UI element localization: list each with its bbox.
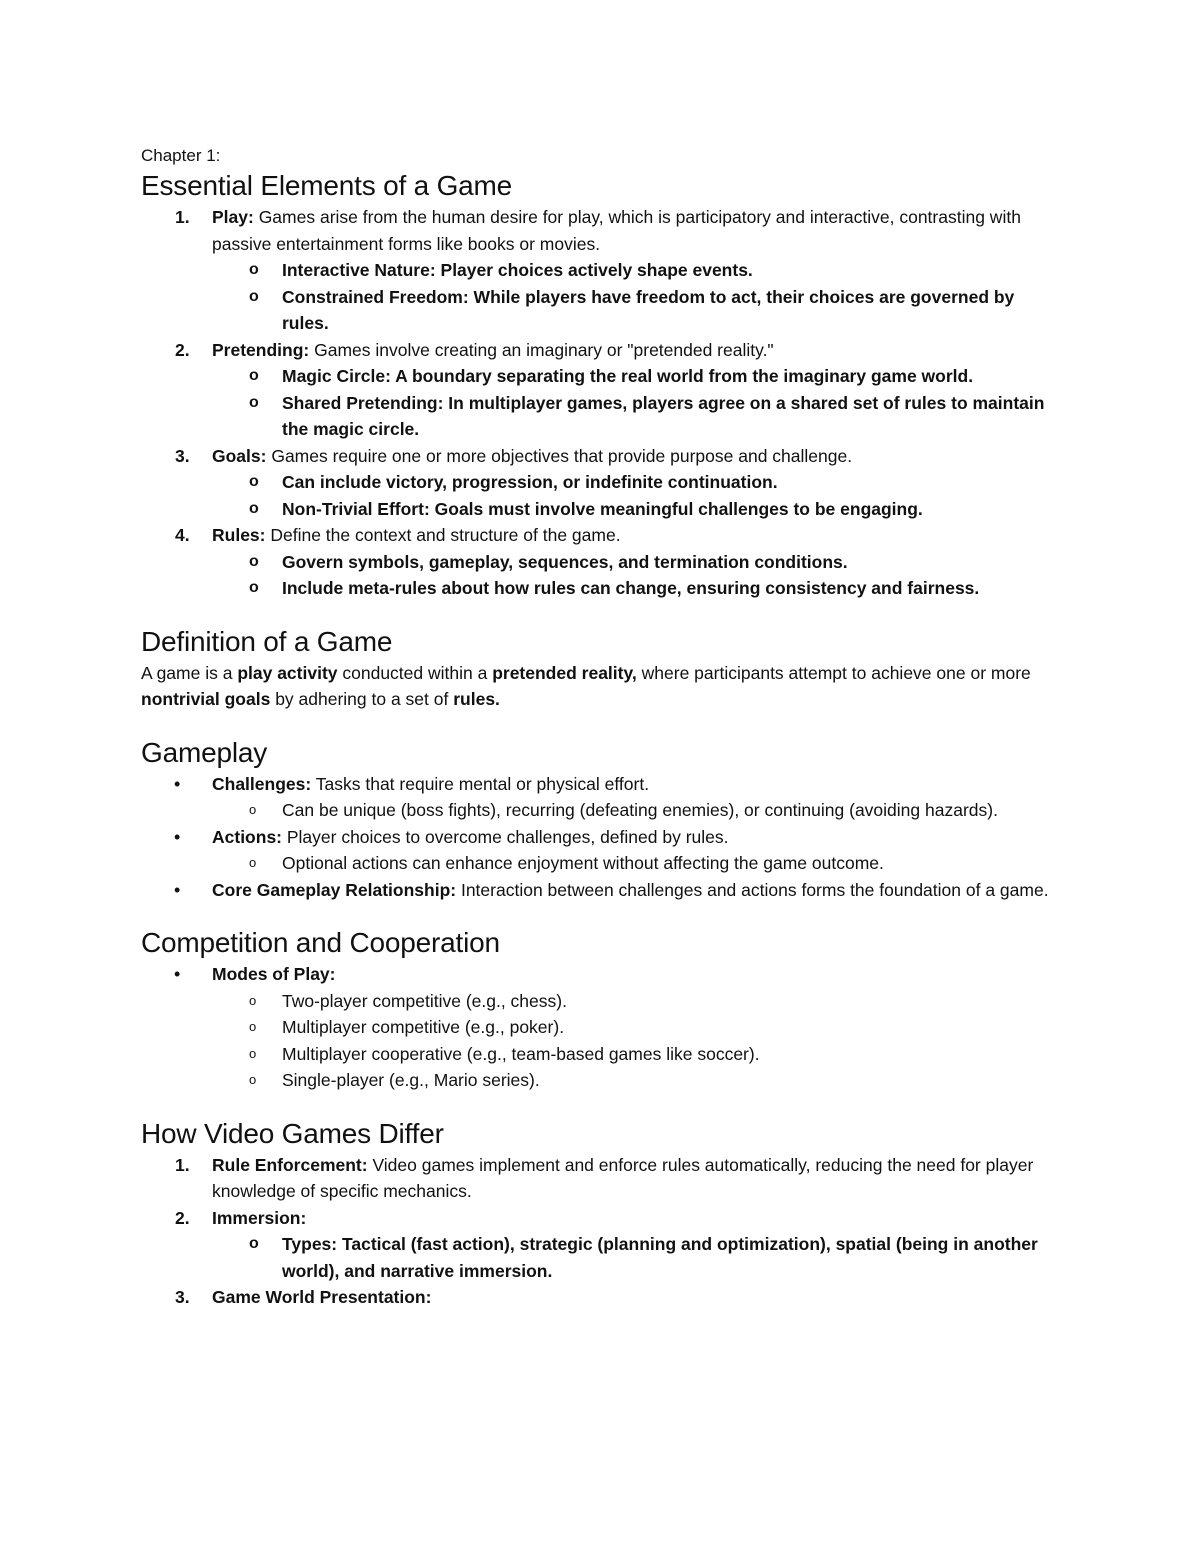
sub-item <box>141 850 1061 877</box>
list-item-modes <box>141 961 1061 1094</box>
item-text: Games arise from the human desire for play, which is participatory and interactive, contrasting with passive entertainment forms like books or movies. <box>212 207 1021 254</box>
list-item-actions <box>141 824 1061 877</box>
sub-item-text: Magic Circle: A boundary separating the real world from the imaginary game world. <box>282 366 974 386</box>
circle-bullet-icon: o <box>249 579 259 596</box>
list-item-challenges <box>141 771 1061 824</box>
sub-item-text: Optional actions can enhance enjoyment without affecting the game outcome. <box>282 853 884 873</box>
sub-item <box>141 575 1061 602</box>
sub-item <box>141 1067 1061 1094</box>
heading-essential-elements: Essential Elements of a Game <box>141 170 513 201</box>
term: Modes of Play: <box>212 964 336 984</box>
sub-item-text: Include meta-rules about how rules can change, ensuring consistency and fairness. <box>282 578 980 598</box>
list-number: 1. <box>175 1154 190 1175</box>
sub-item-text: Non-Trivial Effort: Goals must involve meaningful challenges to be engaging. <box>282 498 923 519</box>
sub-item <box>141 469 1061 496</box>
list-item-immersion <box>141 1205 1061 1285</box>
list-item-core-gameplay <box>141 877 1061 904</box>
bold-run: pretended reality, <box>492 662 637 683</box>
list-item-rules <box>141 522 1061 602</box>
term: Core Gameplay Relationship: <box>212 879 457 900</box>
term-play: Play: <box>212 207 254 227</box>
sub-item <box>141 390 1061 443</box>
sub-item <box>141 363 1061 390</box>
term-pretending: Pretending: <box>212 339 310 360</box>
circle-bullet-icon: o <box>249 261 259 278</box>
sub-list <box>212 469 1061 522</box>
sub-list <box>212 1231 1061 1284</box>
bold-run: rules. <box>453 689 500 709</box>
sub-item-text: Constrained Freedom: While players have freedom to act, their choices are governed by rules. <box>282 286 1015 333</box>
item-text: Tasks that require mental or physical effort. <box>311 773 650 794</box>
text-run: conducted within a <box>337 662 493 683</box>
term: Game World Presentation: <box>212 1287 432 1307</box>
bullet-icon: • <box>174 826 181 847</box>
sub-item-text: Two-player competitive (e.g., chess). <box>282 990 567 1011</box>
item-text: Video games implement and enforce rules automatically, reducing the need for player knowledge of specific mechanics. <box>212 1154 1034 1201</box>
list-number: 3. <box>175 445 190 466</box>
sub-item-text: Single-player (e.g., Mario series). <box>282 1070 540 1090</box>
item-text: Define the context and structure of the game. <box>265 525 621 545</box>
circle-bullet-icon: o <box>249 992 257 1008</box>
list-item-rule-enforcement <box>141 1152 1061 1205</box>
sub-item-text: Types: Tactical (fast action), strategic (planning and optimization), spatial (being in another world), and narrative immersion. <box>282 1234 1038 1281</box>
circle-bullet-icon: o <box>249 552 259 570</box>
competition-list <box>141 961 1061 1094</box>
bullet-icon: • <box>174 964 181 984</box>
circle-bullet-icon: o <box>249 802 257 817</box>
heading-video-games-differ: How Video Games Differ <box>141 1117 444 1149</box>
heading-gameplay: Gameplay <box>141 736 268 768</box>
text-run: where participants attempt to achieve one or more <box>636 662 1031 683</box>
sub-list <box>212 257 1061 337</box>
text-run: A game is a <box>141 662 238 683</box>
term: Challenges: <box>212 773 312 794</box>
definition-paragraph <box>141 660 1061 713</box>
sub-item-text: Multiplayer competitive (e.g., poker). <box>282 1017 565 1037</box>
sub-item-text: Shared Pretending: In multiplayer games, players agree on a shared set of rules to maintain the magic circle. <box>282 392 1045 439</box>
circle-bullet-icon: o <box>249 499 259 517</box>
chapter-label: Chapter 1: <box>141 146 221 165</box>
sub-item <box>141 284 1061 337</box>
sub-list <box>212 363 1061 443</box>
sub-list <box>212 549 1061 602</box>
list-number: 2. <box>175 1207 190 1228</box>
sub-list <box>212 797 1061 824</box>
item-text: Games involve creating an imaginary or "pretended reality." <box>309 339 774 360</box>
bold-run: nontrivial goals <box>141 689 271 709</box>
circle-bullet-icon: o <box>249 855 257 870</box>
text-run: by adhering to a set of <box>270 689 454 709</box>
bullet-icon: • <box>174 879 181 900</box>
item-text: Player choices to overcome challenges, defined by rules. <box>282 826 729 847</box>
item-text: Interaction between challenges and actions forms the foundation of a game. <box>456 879 1049 900</box>
essential-elements-list <box>141 204 1061 602</box>
sub-item-text: Govern symbols, gameplay, sequences, and termination conditions. <box>282 551 848 572</box>
list-item-pretending <box>141 337 1061 443</box>
list-item-game-world <box>141 1284 1061 1311</box>
circle-bullet-icon: o <box>249 1235 259 1252</box>
bullet-icon: • <box>174 773 181 794</box>
sub-item-text: Interactive Nature: Player choices actively shape events. <box>282 260 753 280</box>
sub-item-text: Multiplayer cooperative (e.g., team-based games like soccer). <box>282 1043 760 1064</box>
sub-item <box>141 1041 1061 1068</box>
term: Actions: <box>212 826 282 847</box>
circle-bullet-icon: o <box>249 473 259 490</box>
sub-item-text: Can include victory, progression, or indefinite continuation. <box>282 472 778 492</box>
bold-run: play activity <box>237 662 338 683</box>
sub-item <box>141 496 1061 523</box>
term: Immersion: <box>212 1207 307 1228</box>
sub-item-text: Can be unique (boss fights), recurring (defeating enemies), or continuing (avoiding hazards). <box>282 800 998 820</box>
heading-competition: Competition and Cooperation <box>141 927 500 958</box>
list-number: 3. <box>175 1287 190 1307</box>
list-number: 2. <box>175 339 190 360</box>
circle-bullet-icon: o <box>249 1045 257 1061</box>
list-item-goals <box>141 443 1061 523</box>
circle-bullet-icon: o <box>249 367 259 384</box>
sub-item <box>141 797 1061 824</box>
item-text: Games require one or more objectives that provide purpose and challenge. <box>266 445 853 466</box>
list-number: 4. <box>175 525 190 545</box>
sub-list <box>212 850 1061 877</box>
sub-item <box>141 1231 1061 1284</box>
video-games-list <box>141 1152 1061 1311</box>
term-rules: Rules: <box>212 525 266 545</box>
circle-bullet-icon: o <box>249 287 259 305</box>
heading-definition: Definition of a Game <box>141 625 393 657</box>
circle-bullet-icon: o <box>249 1072 257 1087</box>
circle-bullet-icon: o <box>249 1019 257 1034</box>
sub-item <box>141 257 1061 284</box>
sub-item <box>141 988 1061 1015</box>
circle-bullet-icon: o <box>249 393 259 411</box>
term-goals: Goals: <box>212 445 267 466</box>
term: Rule Enforcement: <box>212 1154 368 1175</box>
list-number: 1. <box>175 207 190 227</box>
sub-item <box>141 1014 1061 1041</box>
gameplay-list <box>141 771 1061 904</box>
document-content <box>141 144 1061 1311</box>
sub-item <box>141 549 1061 576</box>
list-item-play <box>141 204 1061 337</box>
sub-list <box>212 988 1061 1094</box>
